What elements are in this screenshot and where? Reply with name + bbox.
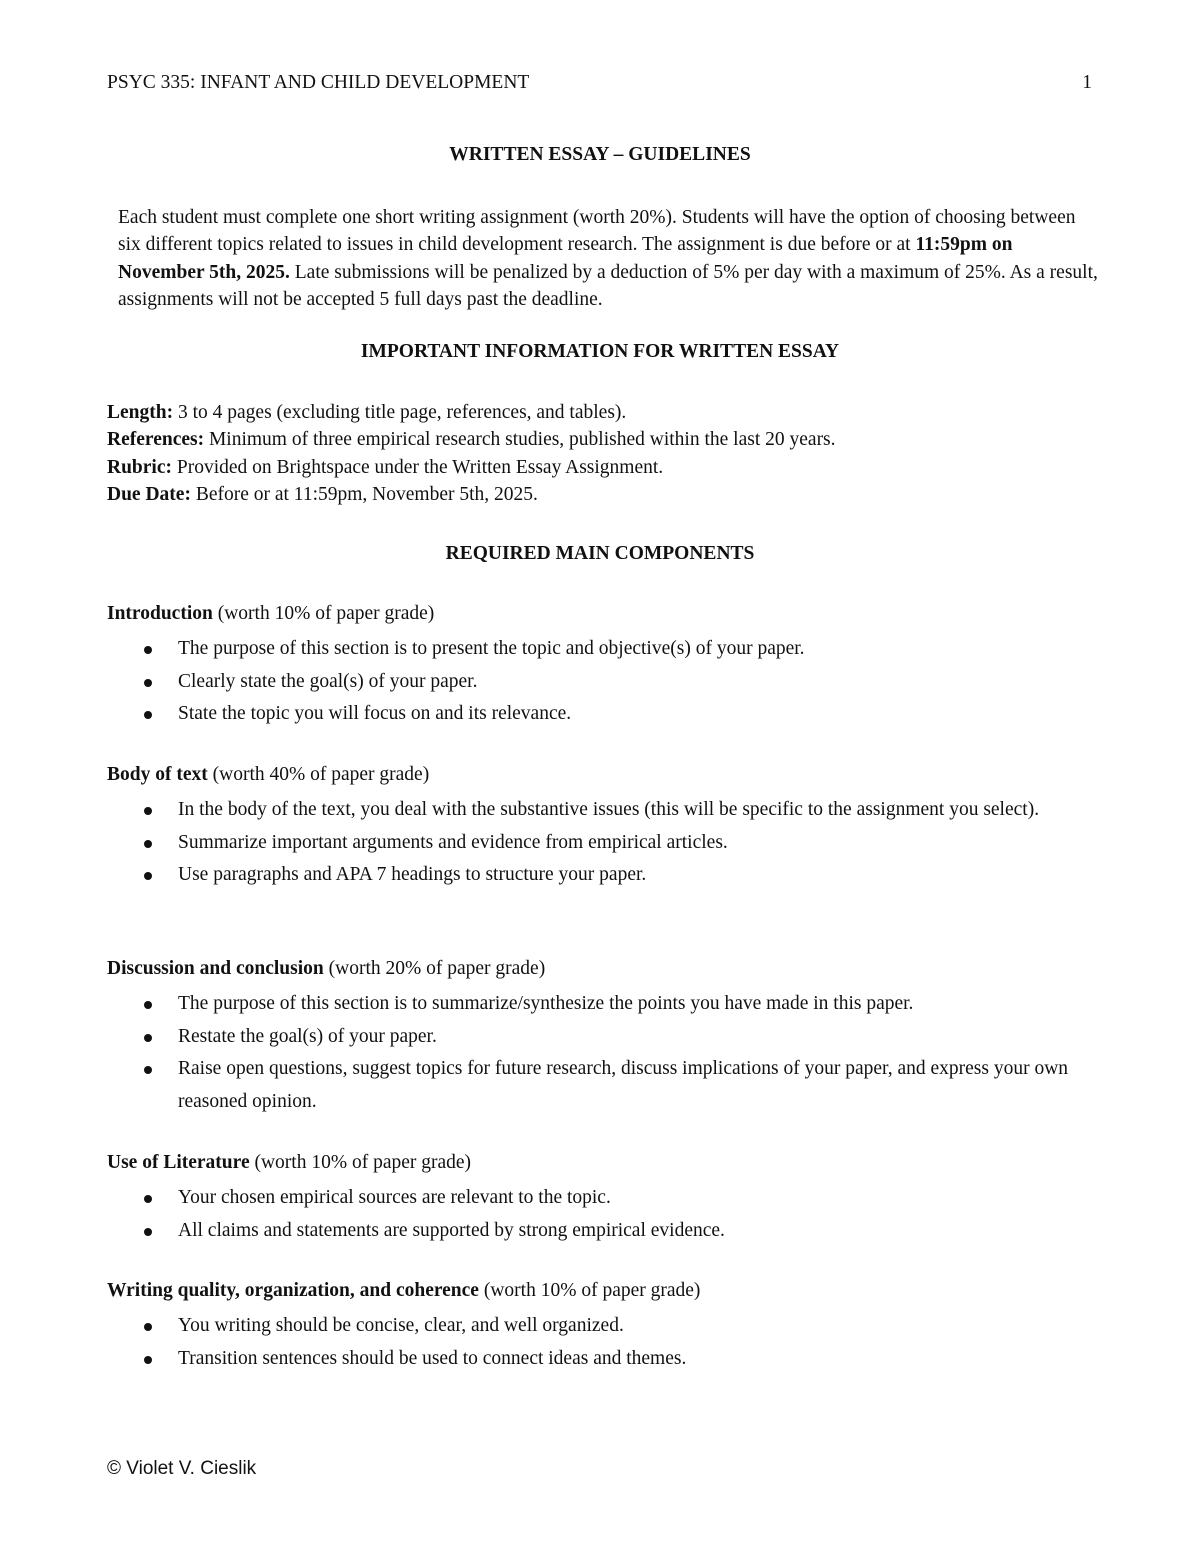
section-title: Use of Literature — [107, 1152, 250, 1173]
list-item — [107, 1343, 1098, 1376]
bullet-icon — [144, 1356, 152, 1364]
bullet-list — [107, 633, 1102, 731]
section-introduction — [107, 600, 1102, 731]
section-discussion-conclusion — [107, 955, 1102, 1118]
section-heading — [107, 600, 1102, 627]
intro-deadline: 11:59pm on November 5th, 2025. — [118, 234, 1013, 283]
info-rubric — [107, 454, 836, 481]
list-item — [107, 1053, 1098, 1118]
course-title: PSYC 335: INFANT AND CHILD DEVELOPMENT — [107, 72, 530, 93]
list-item — [107, 1021, 1098, 1054]
section-title: Writing quality, organization, and coherence — [107, 1280, 479, 1301]
list-item — [107, 988, 1098, 1021]
section-heading — [107, 761, 1102, 788]
list-item-text: The purpose of this section is to present the topic and objective(s) of your paper. — [178, 638, 805, 659]
list-item — [107, 827, 1098, 860]
list-item — [107, 633, 1098, 666]
list-item-text: Your chosen empirical sources are relevant to the topic. — [178, 1187, 611, 1208]
info-value: Before or at 11:59pm, November 5th, 2025. — [190, 483, 538, 505]
bullet-icon — [144, 1034, 152, 1042]
copyright-footer: © Violet V. Cieslik — [107, 1458, 257, 1479]
bullet-icon — [144, 646, 152, 654]
info-length — [107, 399, 836, 426]
section-worth: (worth 20% of paper grade) — [323, 958, 546, 979]
list-item-text: Transition sentences should be used to connect ideas and themes. — [178, 1347, 687, 1369]
list-item-text: The purpose of this section is to summarize/synthesize the points you have made in this paper. — [178, 993, 914, 1014]
section-title: Discussion and conclusion — [107, 958, 324, 979]
section-worth: (worth 10% of paper grade) — [212, 603, 435, 624]
bullet-list — [107, 794, 1102, 892]
list-item — [107, 1310, 1098, 1343]
important-info-heading: IMPORTANT INFORMATION FOR WRITTEN ESSAY — [360, 341, 840, 362]
list-item-text: State the topic you will focus on and its relevance. — [178, 703, 572, 724]
bullet-icon — [144, 711, 152, 719]
section-worth: (worth 10% of paper grade) — [478, 1280, 701, 1301]
list-item — [107, 666, 1098, 699]
bullet-list — [107, 1310, 1102, 1375]
info-value: 3 to 4 pages (excluding title page, references, and tables). — [173, 402, 627, 423]
list-item-text: Use paragraphs and APA 7 headings to structure your paper. — [178, 864, 647, 885]
info-label: Due Date: — [107, 483, 191, 505]
info-label: Length: — [107, 402, 174, 423]
info-label: References: — [107, 429, 205, 451]
info-value: Minimum of three empirical research studies, published within the last 20 years. — [204, 429, 836, 451]
section-title: Body of text — [107, 764, 208, 785]
bullet-icon — [144, 679, 152, 687]
components-heading: REQUIRED MAIN COMPONENTS — [445, 543, 755, 564]
page-number: 1 — [1082, 72, 1092, 93]
list-item-text: Raise open questions, suggest topics for future research, discuss implications of your paper, and express your own reasoned opinion. — [178, 1058, 1069, 1112]
list-item-text: You writing should be concise, clear, and well organized. — [178, 1315, 624, 1336]
list-item — [107, 1182, 1098, 1215]
list-item-text: Clearly state the goal(s) of your paper. — [178, 670, 478, 692]
bullet-list — [107, 988, 1102, 1118]
section-heading — [107, 1149, 1102, 1176]
section-worth: (worth 40% of paper grade) — [207, 764, 430, 785]
bullet-icon — [144, 840, 152, 848]
section-use-of-literature — [107, 1149, 1102, 1247]
list-item — [107, 698, 1098, 731]
bullet-list — [107, 1182, 1102, 1247]
section-writing-quality — [107, 1277, 1102, 1375]
bullet-icon — [144, 872, 152, 880]
intro-text-2: Late submissions will be penalized by a deduction of 5% per day with a maximum of 25%. As a result, assignments will not be accepted 5 full days past the deadline. — [118, 261, 1098, 310]
section-body-of-text — [107, 761, 1102, 892]
document-title: WRITTEN ESSAY – GUIDELINES — [449, 144, 751, 165]
list-item-text: In the body of the text, you deal with the substantive issues (this will be specific to the assignment you select). — [178, 799, 1040, 820]
bullet-icon — [144, 1228, 152, 1236]
page-header — [107, 72, 1092, 94]
info-due-date — [107, 481, 836, 508]
info-label: Rubric: — [107, 456, 172, 478]
bullet-icon — [144, 1323, 152, 1331]
list-item — [107, 859, 1098, 892]
list-item-text: Summarize important arguments and evidence from empirical articles. — [178, 831, 728, 853]
bullet-icon — [144, 807, 152, 815]
bullet-icon — [144, 1195, 152, 1203]
intro-paragraph — [118, 204, 1098, 313]
section-heading — [107, 955, 1102, 982]
list-item-text: Restate the goal(s) of your paper. — [178, 1025, 437, 1047]
list-item — [107, 794, 1098, 827]
intro-text-1: Each student must complete one short writing assignment (worth 20%). Students will have the option of choosing between six different topics related to issues in child development research. The assignment is due before or at — [118, 207, 1076, 256]
section-heading — [107, 1277, 1102, 1304]
list-item — [107, 1215, 1098, 1248]
section-worth: (worth 10% of paper grade) — [249, 1152, 472, 1173]
info-value: Provided on Brightspace under the Written Essay Assignment. — [172, 456, 664, 478]
bullet-icon — [144, 1066, 152, 1074]
section-title: Introduction — [107, 603, 213, 624]
list-item-text: All claims and statements are supported by strong empirical evidence. — [178, 1219, 725, 1241]
info-block — [107, 399, 836, 508]
bullet-icon — [144, 1001, 152, 1009]
info-references — [107, 426, 836, 453]
